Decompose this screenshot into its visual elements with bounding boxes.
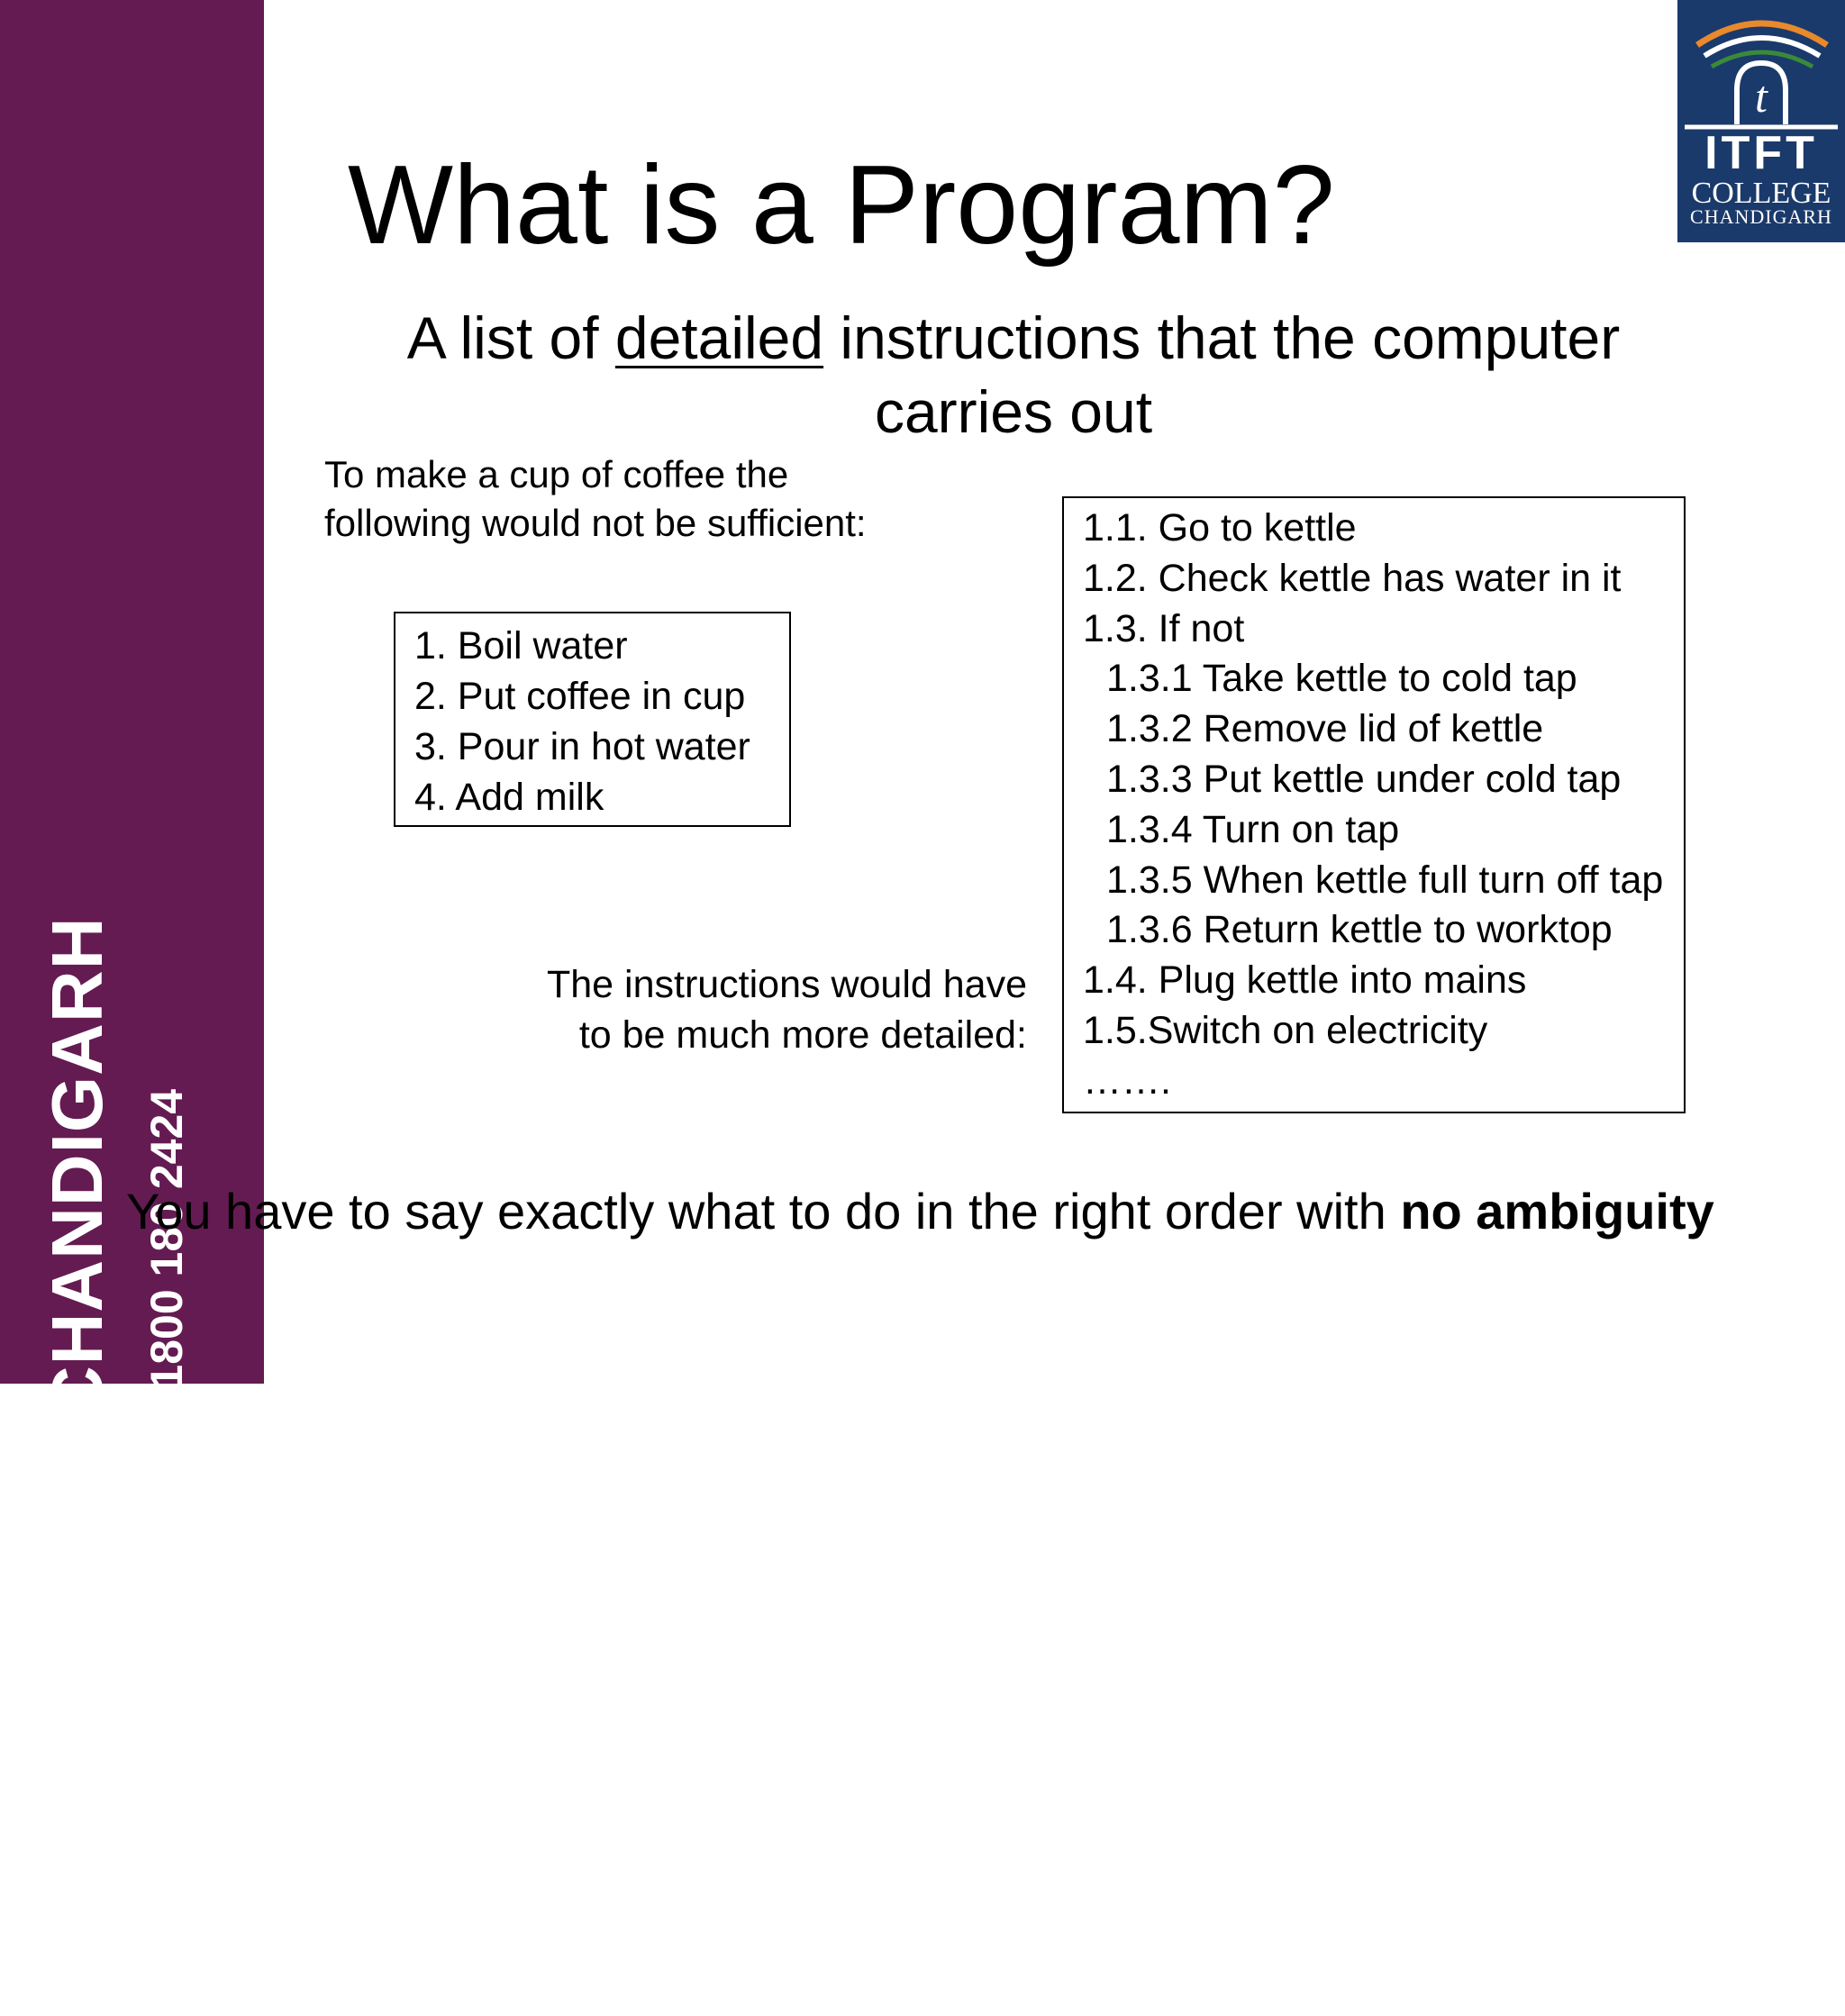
detailed-step: 1.5.Switch on electricity	[1083, 1008, 1488, 1052]
detailed-step: 1.4. Plug kettle into mains	[1083, 958, 1527, 1003]
simple-steps-box	[394, 612, 791, 827]
detailed-substep: 1.3.1 Take kettle to cold tap	[1106, 657, 1577, 701]
subtitle-post: instructions that the computer carries out	[823, 304, 1621, 445]
detailed-substep: 1.3.5 When kettle full turn off tap	[1106, 858, 1664, 902]
detailed-step: 1.2. Check kettle has water in it	[1083, 556, 1622, 600]
detailed-substep: 1.3.3 Put kettle under cold tap	[1106, 757, 1622, 801]
simple-step: 3. Pour in hot water	[414, 725, 750, 768]
conclusion-emphasis: no ambiguity	[1400, 1183, 1714, 1240]
detailed-steps-box	[1062, 496, 1686, 1113]
subtitle-emphasis: detailed	[614, 304, 824, 371]
subtitle-pre: A list of	[406, 304, 615, 371]
conclusion-pre: You have to say exactly what to do in the right order with	[126, 1183, 1401, 1240]
svg-text:t: t	[1755, 71, 1768, 122]
logo-city-text: CHANDIGARH	[1690, 205, 1832, 228]
sidebar-contact: www.itft.edu.in | 1800 180 2424	[141, 1088, 192, 1746]
college-logo	[1677, 0, 1845, 242]
intro-line: To make a cup of coffee the	[324, 453, 789, 495]
conclusion-text	[126, 1180, 1714, 1243]
detailed-step: 1.1. Go to kettle	[1083, 506, 1357, 549]
detail-note	[468, 959, 1027, 1060]
sidebar-college-name: ITFT COLLEGE - CHANDIGARH	[37, 916, 117, 2016]
detailed-step: 1.3. If not	[1083, 606, 1245, 650]
logo-itft-text: ITFT	[1704, 127, 1818, 179]
detailed-step-ellipsis: …….	[1083, 1058, 1171, 1103]
simple-step: 2. Put coffee in cup	[414, 675, 746, 718]
sidebar-banner	[0, 0, 264, 2016]
logo-college-text: COLLEGE	[1691, 177, 1831, 210]
slide-subtitle	[342, 301, 1685, 449]
detail-note-line: to be much more detailed:	[578, 1013, 1027, 1057]
simple-step: 4. Add milk	[414, 776, 604, 819]
intro-text	[324, 450, 867, 548]
intro-line: following would not be sufficient:	[324, 502, 867, 544]
slide-title: What is a Program?	[348, 143, 1335, 268]
simple-step: 1. Boil water	[414, 624, 628, 667]
detailed-substep: 1.3.4 Turn on tap	[1106, 807, 1400, 851]
detailed-substep: 1.3.6 Return kettle to worktop	[1106, 908, 1613, 952]
logo-emblem-icon	[1677, 0, 1845, 135]
detailed-substep: 1.3.2 Remove lid of kettle	[1106, 707, 1544, 751]
detail-note-line: The instructions would have	[546, 963, 1027, 1006]
